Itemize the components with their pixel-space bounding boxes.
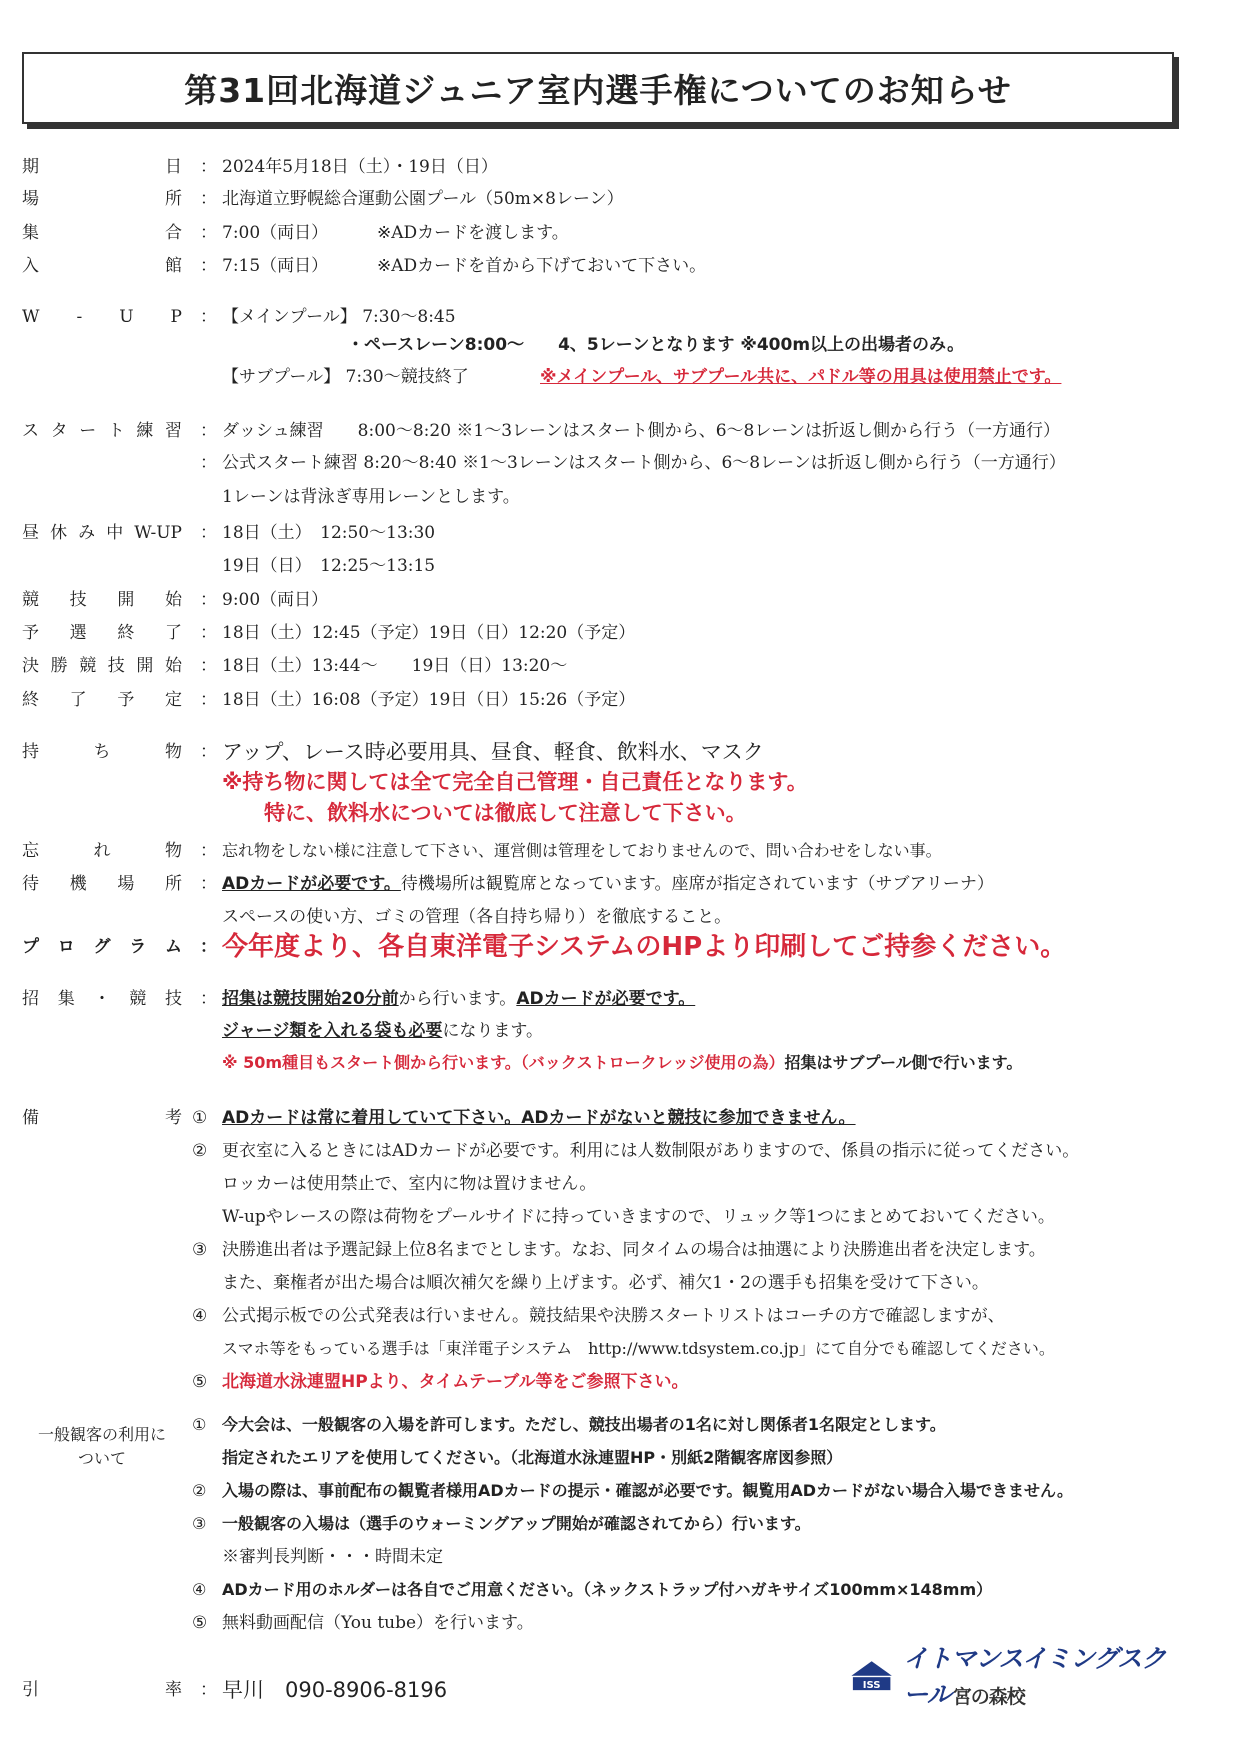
date-label: 期 日: [22, 157, 182, 177]
svg-text:ISS: ISS: [862, 1679, 881, 1691]
remark-4a: 公式掲示板での公式発表は行いません。競技結果や決勝スタートリストはコーチの方で確認しますが、: [222, 1306, 1005, 1326]
final-start-label: 決 勝 競 技 開 始: [22, 656, 182, 676]
remark-5: 北海道水泳連盟HPより、タイムテーブル等をご参照下さい。: [222, 1372, 689, 1392]
assembly-note: ※ADカードを渡します。: [377, 223, 569, 243]
leader-value: 早川 090-8906-8196: [222, 1678, 448, 1702]
backstroke-note: 1レーンは背泳ぎ専用レーンとします。: [222, 487, 520, 507]
wup-sub: 【サブプール】 7:30～競技終了: [222, 367, 469, 387]
waiting-detail: 待機場所は観覧席となっています。座席が指定されています（サブアリーナ）: [400, 874, 994, 894]
remark-3a: 決勝進出者は予選記録上位8名までとします。なお、同タイムの場合は抽選により決勝進出者を決定します。: [222, 1240, 1046, 1260]
spectators-label-2: ついて: [77, 1449, 126, 1468]
lunch-wup-day1: 18日（土） 12:50～13:30: [222, 523, 436, 543]
end-time-label: 終 了 予 定: [22, 690, 182, 710]
title-box: [22, 52, 1174, 124]
wup-main: 【メインプール】 7:30～8:45: [222, 307, 456, 327]
venue-value: 北海道立野幌総合運動公園プール（50m×8レーン）: [222, 189, 624, 209]
spectators-label-1: 一般観客の利用に: [37, 1425, 166, 1444]
official-practice: 公式スタート練習 8:20～8:40 ※1～3レーンはスタート側から、6～8レーンは折返し側から行う（一方通行）: [222, 453, 1066, 473]
call-50m-note: ※ 50m種目もスタート側から行います。（バックストロークレッジ使用の為）: [222, 1053, 785, 1072]
belongings-value: アップ、レース時必要用具、昼食、軽食、飲料水、マスク: [222, 740, 764, 764]
spectator-4: ADカード用のホルダーは各自でご用意ください。（ネックストラップ付ハガキサイズ100mm×148mm）: [222, 1580, 993, 1599]
lunch-wup-day2: 19日（日） 12:25～13:15: [222, 556, 436, 576]
spectator-3b: ※審判長判断・・・時間未定: [222, 1547, 443, 1567]
iss-logo-icon: [850, 1652, 893, 1698]
comp-start-value: 9:00（両日）: [222, 590, 329, 610]
waiting-ad-required: ADカードが必要です。: [222, 874, 401, 894]
spectator-1a: 今大会は、一般観客の入場を許可します。ただし、競技出場者の1名に対し関係者1名限定とします。: [222, 1415, 946, 1434]
school-branch: 宮の森校: [952, 1686, 1025, 1708]
program-value: 今年度より、各自東洋電子システムのHPより印刷してご持参ください。: [222, 932, 1067, 962]
lost-value: 忘れ物をしない様に注意して下さい、運営側は管理をしておりませんので、問い合わせをしない事。: [222, 841, 942, 860]
program-label: プ ロ グ ラ ム: [22, 937, 182, 957]
comp-start-label: 競 技 開 始: [22, 590, 182, 610]
remark-2c: W-upやレースの際は荷物をプールサイドに持っていきますので、リュック等1つにまとめておいてください。: [222, 1207, 1055, 1227]
entry-note: ※ADカードを首から下げておいて下さい。: [377, 256, 707, 276]
waiting-label: 待 機 場 所: [22, 874, 182, 894]
call-label: 招 集 ・ 競 技: [22, 989, 182, 1009]
prelim-end-value: 18日（土）12:45（予定）19日（日）12:20（予定）: [222, 623, 636, 643]
final-start-value: 18日（土）13:44～ 19日（日）13:20～: [222, 656, 568, 676]
call-ad-required: ADカードが必要です。: [516, 989, 696, 1009]
remark-1: ADカードは常に着用していて下さい。ADカードがないと競技に参加できません。: [222, 1108, 856, 1128]
wup-sub-note: ※メインプール、サブプール共に、パドル等の用具は使用禁止です。: [540, 367, 1062, 387]
assembly-label: 集 合: [22, 223, 182, 243]
lunch-wup-label: 昼 休 み 中 W-UP: [22, 523, 182, 543]
call-sub-pool: 招集はサブプール側で行います。: [784, 1053, 1023, 1072]
page-title: 第31回北海道ジュニア室内選手権についてのお知らせ: [184, 70, 1012, 110]
school-logo: [850, 1644, 1180, 1709]
remarks-label: 備 考: [22, 1108, 182, 1128]
remark-3b: また、棄権者が出た場合は順次補欠を繰り上げます。必ず、補欠1・2の選手も招集を受けて下さい。: [222, 1273, 989, 1293]
date-value: 2024年5月18日（土）・19日（日）: [222, 157, 498, 177]
lost-label: 忘 れ 物: [22, 841, 182, 861]
venue-label: 場 所: [22, 189, 182, 209]
wup-label: W - U P: [22, 307, 182, 327]
belongings-label: 持 ち 物: [22, 742, 182, 762]
belongings-warn1: ※持ち物に関しては全て完全自己管理・自己責任となります。: [222, 770, 808, 794]
spectator-2: 入場の際は、事前配布の観覧者様用ADカードの提示・確認が必要です。観覧用ADカードがない場合入場できません。: [222, 1481, 1074, 1500]
waiting-line2: スペースの使い方、ゴミの管理（各自持ち帰り）を徹底すること。: [222, 907, 732, 927]
spectator-5: 無料動画配信（You tube）を行います。: [222, 1613, 534, 1633]
belongings-warn2: 特に、飲料水については徹底して注意して下さい。: [264, 801, 747, 825]
entry-time: 7:15（両日）: [222, 256, 329, 276]
remark-2b: ロッカーは使用禁止で、室内に物は置けません。: [222, 1174, 597, 1194]
end-time-value: 18日（土）16:08（予定）19日（日）15:26（予定）: [222, 690, 636, 710]
school-name: イトマンスイミングスクール: [903, 1644, 1166, 1709]
remark-4b: スマホ等をもっている選手は「東洋電子システム http://www.tdsystem.co.jp」にて自分でも確認してください。: [222, 1339, 1055, 1358]
assembly-time: 7:00（両日）: [222, 223, 329, 243]
entry-label: 入 館: [22, 256, 182, 276]
prelim-end-label: 予 選 終 了: [22, 623, 182, 643]
leader-label: 引 率: [22, 1680, 182, 1700]
spectator-3: 一般観客の入場は（選手のウォーミングアップ開始が確認されてから）行います。: [222, 1514, 811, 1533]
spectator-1b: 指定されたエリアを使用してください。（北海道水泳連盟HP・別紙2階観客席図参照）: [222, 1448, 843, 1467]
call-bag: ジャージ類を入れる袋も必要: [222, 1021, 443, 1041]
dash-practice: ダッシュ練習 8:00～8:20 ※1～3レーンはスタート側から、6～8レーンは折返し側から行う（一方通行）: [222, 421, 1060, 441]
start-practice-label: ス タ ー ト 練 習: [22, 421, 182, 441]
call-time: 招集は競技開始20分前: [222, 989, 399, 1009]
remark-2a: 更衣室に入るときにはADカードが必要です。利用には人数制限がありますので、係員の指示に従ってください。: [222, 1141, 1080, 1161]
wup-pace: ・ペースレーン8:00～ 4、5レーンとなります ※400m以上の出場者のみ。: [347, 335, 965, 355]
